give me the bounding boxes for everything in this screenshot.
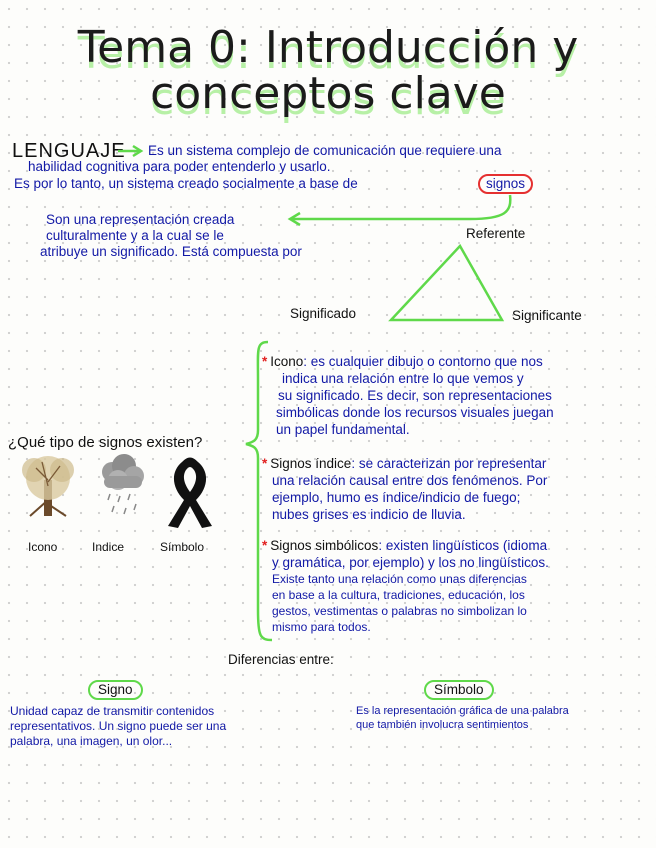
- tipo-simbolicos-line3: Existe tanto una relación como unas diferencias: [272, 572, 527, 586]
- example-icono-label: Icono: [28, 540, 58, 554]
- question-heading: ¿Qué tipo de signos existen?: [8, 434, 203, 451]
- tipo-indice-head: Signos índice: [270, 456, 352, 471]
- simbolo-line2: que también involucra sentimientos: [356, 719, 529, 731]
- tipo-simbolicos-line5: gestos, vestimentas o palabras no simbolizan lo: [272, 604, 527, 618]
- triangle-significante: Significante: [512, 308, 582, 323]
- simbolo-line1: Es la representación gráfica de una palabra: [356, 705, 569, 717]
- tipo-icono-line2: indica una relación entre lo que vemos y: [282, 371, 524, 386]
- diferencias-heading: Diferencias entre:: [228, 652, 334, 667]
- signo-line2: representativos. Un signo puede ser una: [10, 719, 227, 733]
- tree-icon: [22, 456, 74, 516]
- green-brace-icon: [246, 342, 272, 640]
- lenguaje-def-line3: Es por lo tanto, un sistema creado socialmente a base de: [14, 176, 358, 191]
- signo-def-line1: Son una representación creada: [46, 212, 235, 227]
- example-simbolo-label: Símbolo: [160, 540, 205, 554]
- tipo-indice-line2: una relación causal entre dos fenómenos. Por: [272, 473, 548, 488]
- tipo-simbolicos-line6: mismo para todos.: [272, 620, 371, 634]
- signo-def-line2: culturalmente y a la cual se le: [46, 228, 224, 243]
- tipo-icono-line3: su significado. Es decir, son representaciones: [278, 388, 552, 403]
- tipo-icono: [262, 354, 543, 370]
- tipo-indice-line4: nubes grises es indicio de lluvia.: [272, 507, 466, 522]
- green-arrow-icon: [118, 146, 141, 156]
- red-star-icon: *: [262, 354, 268, 369]
- tipo-icono-line4: simbólicas donde los recursos visuales juegan: [276, 405, 554, 420]
- signo-line1: Unidad capaz de transmitir contenidos: [10, 704, 215, 718]
- tipo-simbolicos-line2: y gramática, por ejemplo) y los no lingüísticos.: [272, 555, 549, 570]
- tipo-icono-line5: un papel fundamental.: [276, 422, 410, 437]
- ribbon-icon: [168, 458, 212, 529]
- simbolo-title: Símbolo: [424, 680, 494, 700]
- tipo-simbolicos: [262, 538, 547, 554]
- triangle-significado: Significado: [290, 306, 357, 321]
- tipo-indice-line3: ejemplo, humo es índice/indicio de fuego;: [272, 490, 521, 505]
- triangle-referente: Referente: [466, 226, 526, 241]
- green-connector-arrow-icon: [290, 195, 510, 225]
- tipo-indice-line1: : se caracterizan por representar: [351, 456, 547, 471]
- signo-line3: palabra, una imagen, un olor...: [10, 734, 173, 748]
- lenguaje-def-line1: Es un sistema complejo de comunicación que requiere una: [148, 143, 502, 158]
- tipo-simbolicos-line1: : existen lingüísticos (idioma: [378, 538, 548, 553]
- tipo-icono-head: Icono: [270, 354, 304, 369]
- signos-highlight: signos: [478, 174, 533, 194]
- page-title: Tema 0: Introducción y: [77, 22, 579, 73]
- red-star-icon: *: [262, 538, 268, 553]
- example-indice-label: Indice: [92, 540, 125, 554]
- signo-def-line3: atribuye un significado. Está compuesta por: [40, 244, 302, 259]
- semiotic-triangle: [391, 246, 502, 320]
- red-star-icon: *: [262, 456, 268, 471]
- lenguaje-label: LENGUAJE: [12, 140, 126, 162]
- page-subtitle: conceptos clave: [150, 68, 506, 119]
- signo-title: Signo: [88, 680, 143, 700]
- tipo-indice: [262, 456, 546, 472]
- rain-cloud-icon: [102, 454, 144, 514]
- tipo-icono-line1: : es cualquier dibujo o contorno que nos: [303, 354, 543, 369]
- lenguaje-def-line2: habilidad cognitiva para poder entenderlo y usarlo.: [28, 159, 331, 174]
- tipo-simbolicos-head: Signos simbólicos: [270, 538, 379, 553]
- tipo-simbolicos-line4: en base a la cultura, tradiciones, educación, los: [272, 588, 525, 602]
